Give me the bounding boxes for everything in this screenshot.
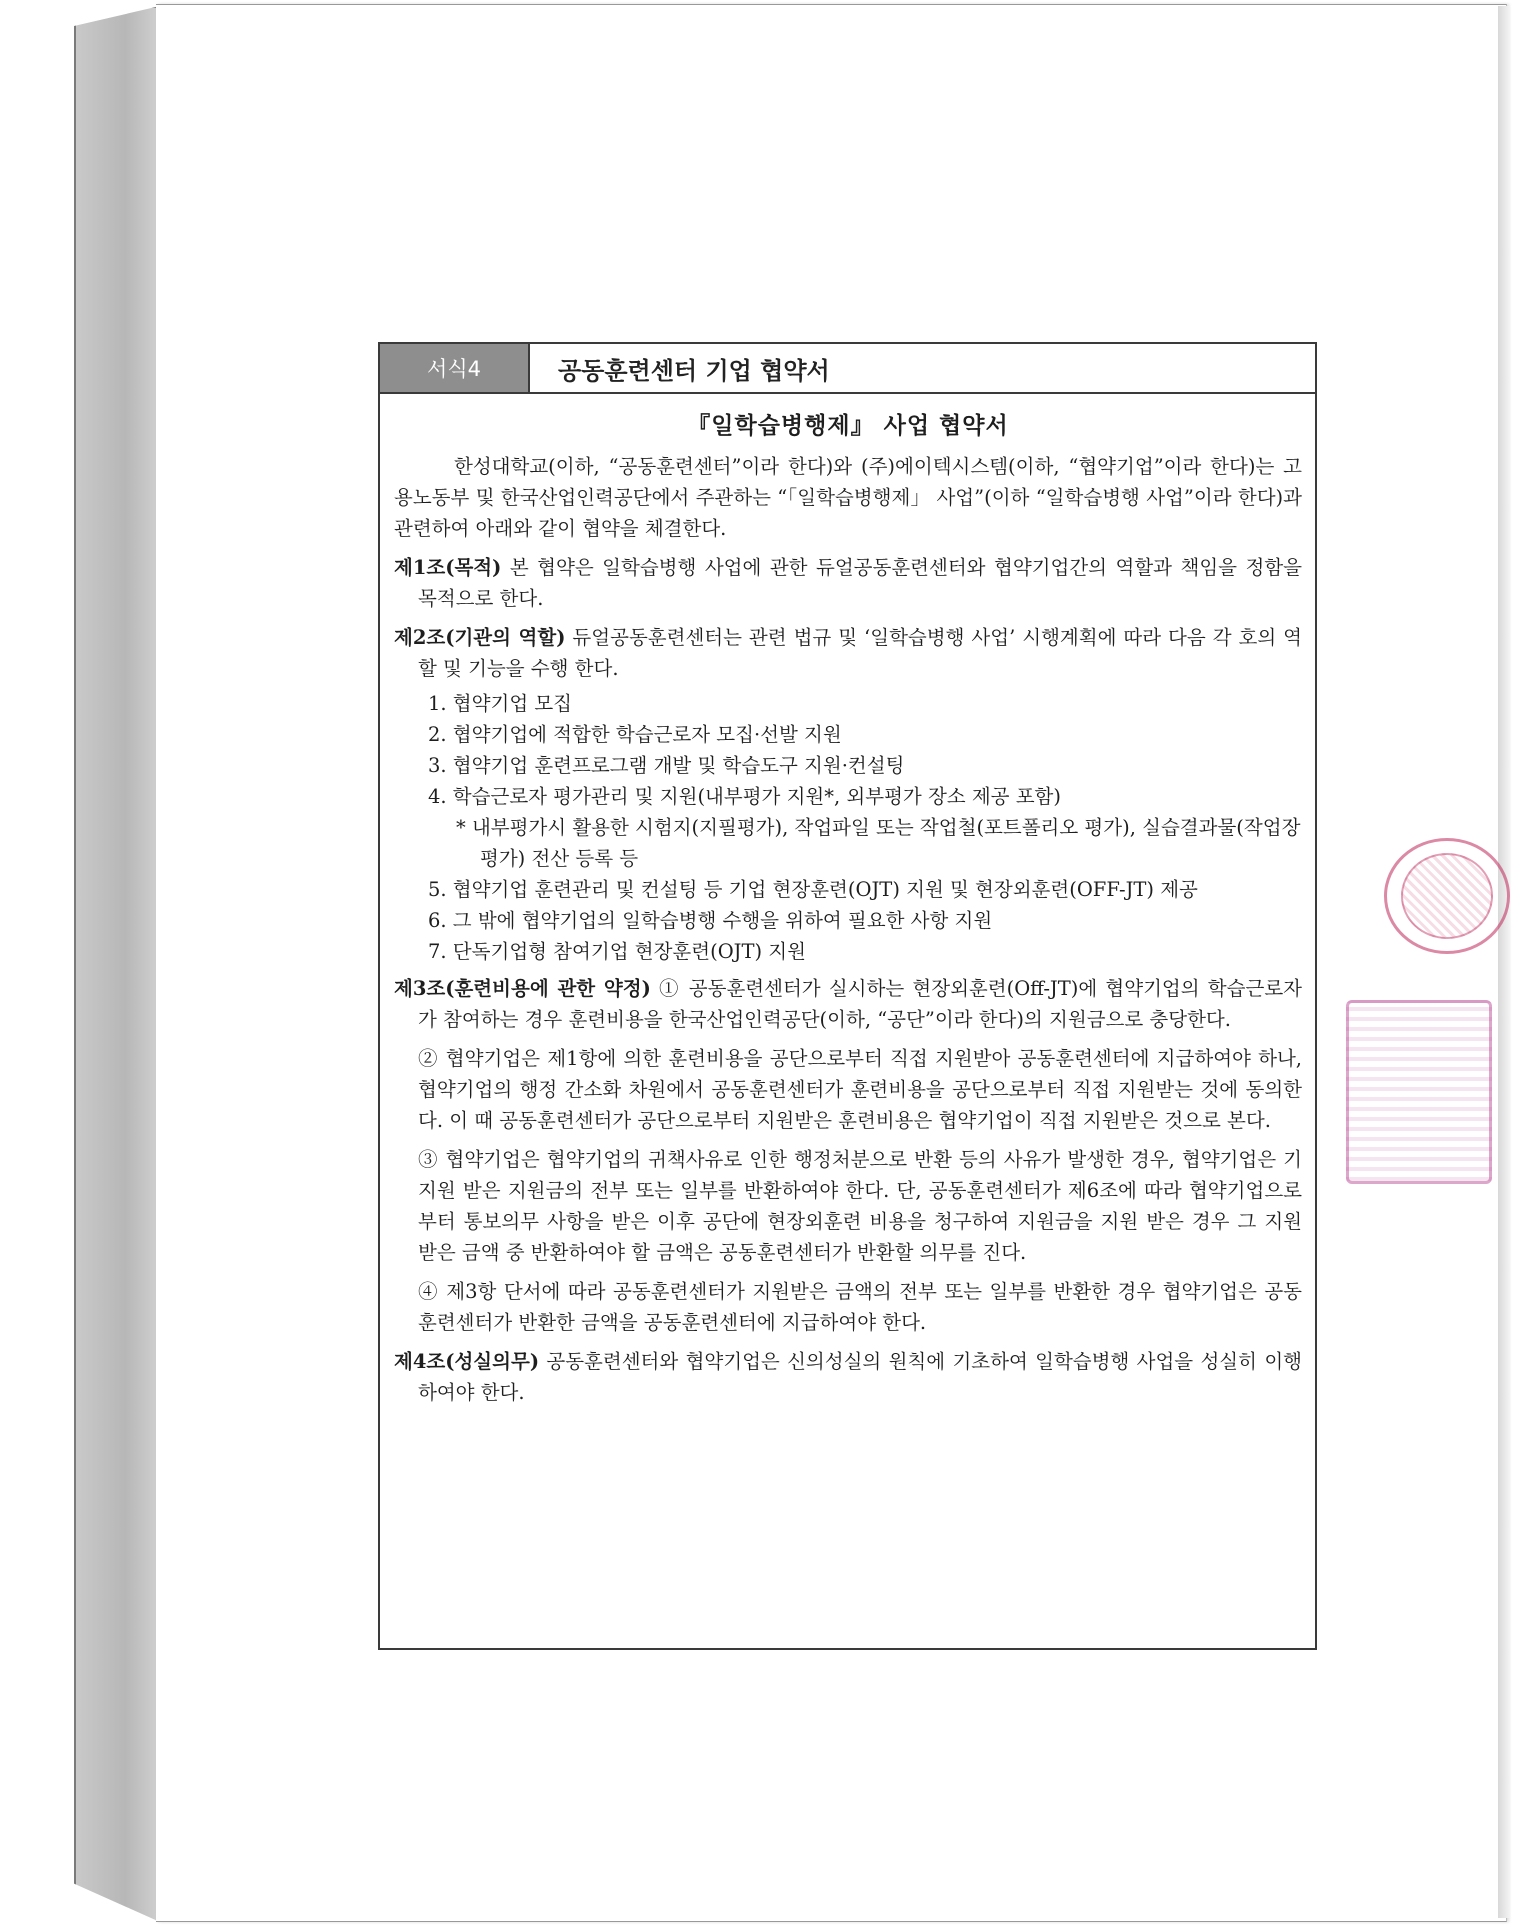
article-3-clause-2: ② 협약기업은 제1항에 의한 훈련비용을 공단으로부터 직접 지원받아 공동훈련센터에 지급하여야 하나, 협약기업의 행정 간소화 차원에서 공동훈련센터가 훈련비용을 공단으로부터 직접 지원받는 것에 동의한다. 이 때 공동훈련센터가 공단으로부터 지원받은 훈련비용은 협약기업이 직접 지원받은 것으로 본다. bbox=[418, 1047, 1302, 1132]
square-seal-stamp bbox=[1346, 1000, 1492, 1184]
article-2-list bbox=[394, 688, 1302, 967]
article-3-heading: 제3조(훈련비용에 관한 약정) bbox=[394, 977, 651, 1000]
form-tag: 서식4 bbox=[380, 344, 530, 392]
seal-stamp bbox=[1384, 838, 1510, 954]
list-item: 2. 협약기업에 적합한 학습근로자 모집·선발 지원 bbox=[428, 723, 842, 746]
article-3-text: ① 공동훈련센터가 실시하는 현장외훈련(Off-JT)에 협약기업의 학습근로자가 참여하는 경우 훈련비용을 한국산업인력공단(이하, “공단”이라 한다)의 지원금으로 충당한다. bbox=[418, 977, 1302, 1031]
article-4-text: 공동훈련센터와 협약기업은 신의성실의 원칙에 기초하여 일학습병행 사업을 성실히 이행하여야 한다. bbox=[418, 1350, 1302, 1404]
article-1 bbox=[394, 552, 1302, 614]
list-item: 6. 그 밖에 협약기업의 일학습병행 수행을 위하여 필요한 사항 지원 bbox=[428, 909, 993, 932]
article-2-text: 듀얼공동훈련센터는 관련 법규 및 ‘일학습병행 사업’ 시행계획에 따라 다음 각 호의 역할 및 기능을 수행 한다. bbox=[418, 626, 1302, 680]
intro-paragraph: 한성대학교(이하, “공동훈련센터”이라 한다)와 (주)에이텍시스템(이하, “협약기업”이라 한다)는 고용노동부 및 한국산업인력공단에서 주관하는 “「일학습병행제」 사업”(이하 “일학습병행 사업”이라 한다)과 관련하여 아래와 같이 협약을 체결한다. bbox=[394, 455, 1302, 540]
document-title: 『일학습병행제』 사업 협약서 bbox=[687, 412, 1009, 439]
document-frame bbox=[378, 342, 1317, 1650]
form-header bbox=[380, 344, 1315, 394]
list-item: 3. 협약기업 훈련프로그램 개발 및 학습도구 지원·컨설팅 bbox=[428, 754, 905, 777]
article-3-clause-3: ③ 협약기업은 협약기업의 귀책사유로 인한 행정처분으로 반환 등의 사유가 발생한 경우, 협약기업은 기지원 받은 지원금의 전부 또는 일부를 반환하여야 한다. 단, 공동훈련센터가 제6조에 따라 협약기업으로부터 통보의무 사항을 받은 이후 공단에 현장외훈련 비용을 청구하여 지원금을 지원 받은 경우 그 지원 받은 금액 중 반환하여야 할 금액은 공동훈련센터가 반환할 의무를 진다. bbox=[418, 1148, 1302, 1264]
article-3 bbox=[394, 973, 1302, 1035]
book-spine bbox=[74, 6, 160, 1922]
form-title: 공동훈련센터 기업 협약서 bbox=[558, 356, 830, 385]
document-body bbox=[394, 404, 1302, 1416]
article-3-clause-4: ④ 제3항 단서에 따라 공동훈련센터가 지원받은 금액의 전부 또는 일부를 반환한 경우 협약기업은 공동훈련센터가 반환한 금액을 공동훈련센터에 지급하여야 한다. bbox=[418, 1280, 1302, 1334]
article-1-text: 본 협약은 일학습병행 사업에 관한 듀얼공동훈련센터와 협약기업간의 역할과 책임을 정함을 목적으로 한다. bbox=[418, 556, 1302, 610]
page-edge bbox=[1498, 6, 1510, 1918]
list-item: 5. 협약기업 훈련관리 및 컨설팅 등 기업 현장훈련(OJT) 지원 및 현장외훈련(OFF-JT) 제공 bbox=[428, 878, 1198, 901]
article-2 bbox=[394, 622, 1302, 684]
article-2-heading: 제2조(기관의 역할) bbox=[394, 626, 566, 649]
list-item: 7. 단독기업형 참여기업 현장훈련(OJT) 지원 bbox=[428, 940, 806, 963]
list-item: 1. 협약기업 모집 bbox=[428, 692, 573, 715]
list-item: 4. 학습근로자 평가관리 및 지원(내부평가 지원*, 외부평가 장소 제공 포함) bbox=[428, 785, 1061, 808]
article-1-heading: 제1조(목적) bbox=[394, 556, 502, 579]
article-4 bbox=[394, 1346, 1302, 1408]
list-note: * 내부평가시 활용한 시험지(지필평가), 작업파일 또는 작업철(포트폴리오 평가), 실습결과물(작업장 평가) 전산 등록 등 bbox=[456, 816, 1301, 870]
article-4-heading: 제4조(성실의무) bbox=[394, 1350, 540, 1373]
